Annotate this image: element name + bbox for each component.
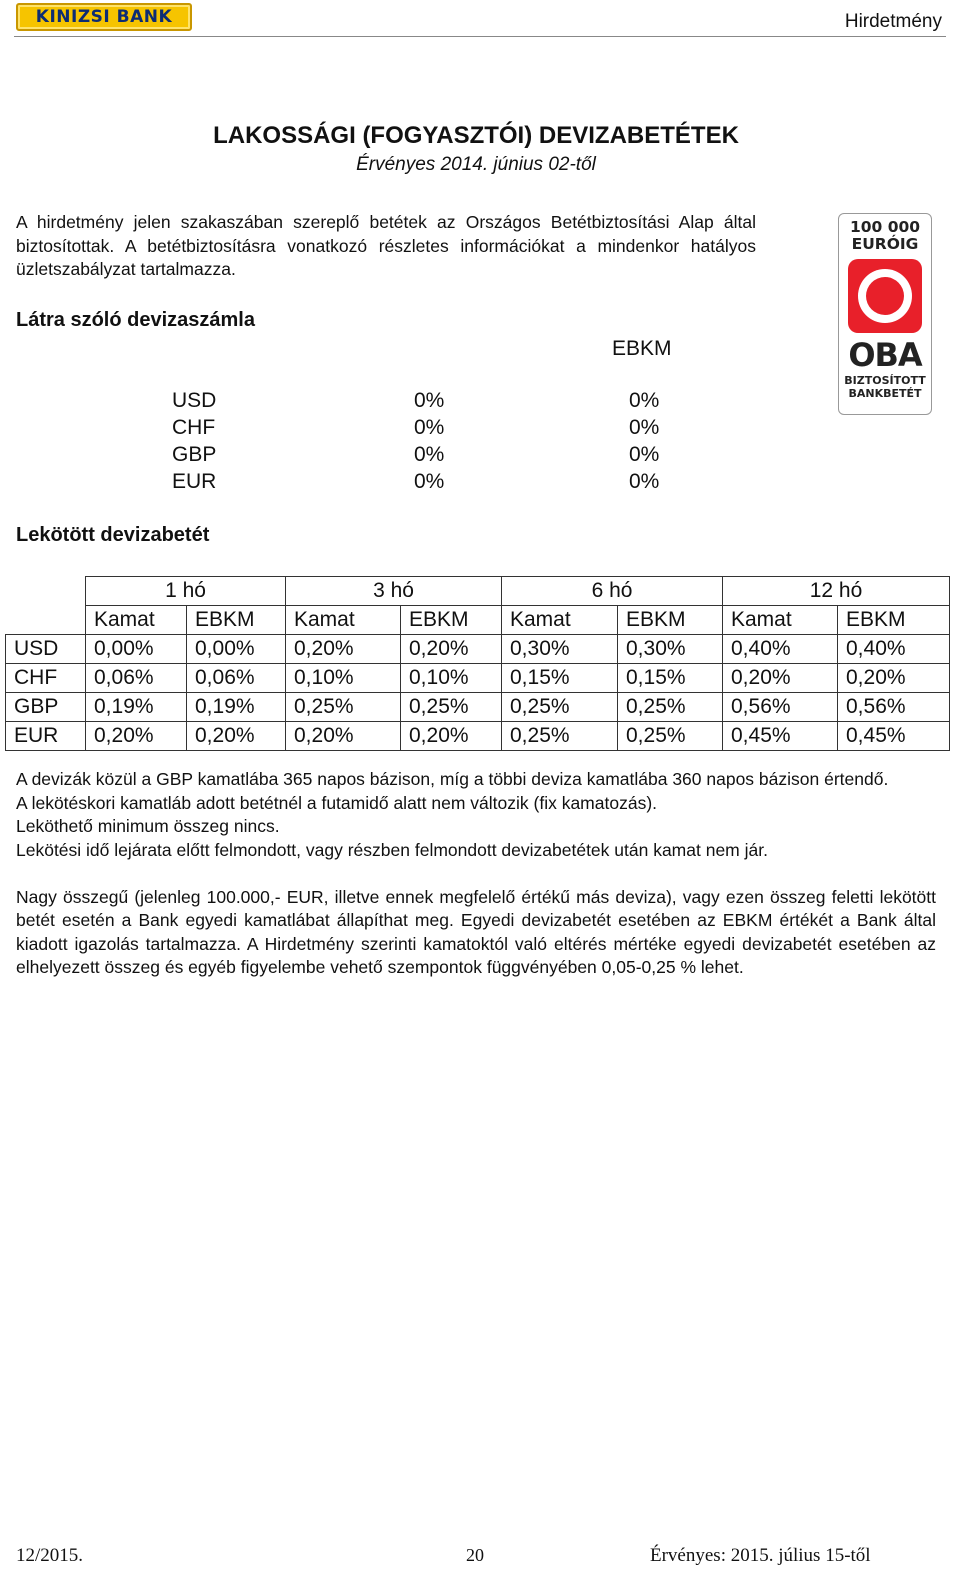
header-divider: [14, 36, 946, 37]
period-1-month: 1 hó: [86, 577, 286, 606]
badge-amount: [839, 219, 931, 253]
subheader-cell: Kamat: [502, 606, 618, 635]
subheader-cell: Kamat: [286, 606, 401, 635]
rate-cell: 0,45%: [838, 722, 950, 751]
sight-ebkm: 0%: [629, 416, 660, 439]
badge-small2: BANKBETÉT: [848, 387, 922, 400]
period-6-month: 6 hó: [502, 577, 723, 606]
rate-cell: 0,56%: [723, 693, 838, 722]
sight-rate: 0%: [414, 416, 445, 439]
note-fixed-rate: A lekötéskori kamatláb adott betétnél a futamidő alatt nem változik (fix kamatozás).: [16, 792, 658, 813]
sight-currency: CHF: [172, 416, 216, 439]
note-large-deposit: Nagy összegű (jelenleg 100.000,- EUR, illetve ennek megfelelő értékű más deviza), vagy ezen összeg feletti lekötött betét esetén a Bank egyedi kamatlábat állapíthat meg. Egyedi devizabetét esetében az EBKM értékét a Bank által kiadott igazolás tartalmazza. A Hirdetmény szerinti kamatoktól való eltérés mértéke egyedi devizabetét esetében az elhelyezett összeg és egyéb figyelembe vehető szempontok függvényében 0,05-0,25 % lehet.: [16, 886, 936, 977]
sight-ebkm-header: EBKM: [612, 337, 672, 360]
rate-cell: 0,06%: [187, 664, 286, 693]
currency-cell: EUR: [6, 722, 86, 751]
rate-cell: 0,30%: [618, 635, 723, 664]
footer-validity: Érvényes: 2015. július 15-től: [650, 1545, 871, 1566]
sight-ebkm: 0%: [629, 470, 660, 493]
logo-text: KINIZSI BANK: [35, 7, 173, 27]
rate-cell: 0,15%: [618, 664, 723, 693]
rate-cell: 0,20%: [286, 722, 401, 751]
rate-cell: 0,20%: [838, 664, 950, 693]
page-title: LAKOSSÁGI (FOGYASZTÓI) DEVIZABETÉTEK: [213, 122, 739, 149]
spacer: [16, 862, 936, 886]
rate-cell: 0,56%: [838, 693, 950, 722]
sight-currency: EUR: [172, 470, 217, 493]
subheader-cell: EBKM: [618, 606, 723, 635]
rate-cell: 0,20%: [723, 664, 838, 693]
rate-cell: 0,20%: [401, 722, 502, 751]
subheader-cell: Kamat: [86, 606, 187, 635]
period-12-month: 12 hó: [723, 577, 950, 606]
subheader-cell: EBKM: [838, 606, 950, 635]
badge-line2: EURÓIG: [851, 235, 919, 253]
rate-cell: 0,19%: [187, 693, 286, 722]
sight-rate: 0%: [414, 470, 445, 493]
subheader-cell: EBKM: [401, 606, 502, 635]
rate-cell: 0,20%: [286, 635, 401, 664]
note-early-termination: Lekötési idő lejárata előtt felmondott, vagy részben felmondott devizabetétek után kamat nem jár.: [16, 839, 768, 860]
rate-cell: 0,15%: [502, 664, 618, 693]
fixed-deposit-heading: Lekötött devizabetét: [16, 524, 210, 546]
badge-caption: [839, 374, 931, 400]
rate-cell: 0,40%: [723, 635, 838, 664]
badge-small1: BIZTOSÍTOTT: [844, 374, 926, 387]
badge-line1: 100 000: [849, 218, 921, 236]
table-row: [6, 693, 950, 722]
rate-cell: 0,10%: [286, 664, 401, 693]
oba-target-icon: [848, 259, 922, 333]
fixed-deposit-rate-table: [5, 576, 950, 751]
table-row: [6, 635, 950, 664]
page-number: 20: [466, 1545, 484, 1565]
rate-cell: 0,25%: [618, 722, 723, 751]
rate-cell: 0,19%: [86, 693, 187, 722]
rate-cell: 0,25%: [401, 693, 502, 722]
rate-cell: 0,25%: [502, 693, 618, 722]
rate-cell: 0,45%: [723, 722, 838, 751]
rate-cell: 0,00%: [86, 635, 187, 664]
rate-cell: 0,06%: [86, 664, 187, 693]
sight-rate: 0%: [414, 389, 445, 412]
subheader-cell: EBKM: [187, 606, 286, 635]
table-row: [6, 722, 950, 751]
footer-issue-number: 12/2015.: [16, 1545, 84, 1566]
rate-cell: 0,25%: [286, 693, 401, 722]
intro-paragraph: A hirdetmény jelen szakaszában szereplő betétek az Országos Betétbiztosítási Alap által biztosítottak. A betétbiztosításra vonatkozó részletes információkat a mindenkor hatályos üzletszabályzat tartalmazza.: [16, 212, 756, 279]
page-subtitle: Érvényes 2014. június 02-től: [356, 154, 596, 175]
sight-account-heading: Látra szóló devizaszámla: [16, 309, 255, 331]
currency-cell: USD: [6, 635, 86, 664]
rate-cell: 0,20%: [401, 635, 502, 664]
period-header-row: [6, 577, 950, 606]
note-minimum-amount: Leköthető minimum összeg nincs.: [16, 816, 280, 836]
currency-cell: GBP: [6, 693, 86, 722]
table-row: [6, 664, 950, 693]
badge-oba: OBA: [848, 336, 922, 374]
oba-deposit-insurance-badge: [838, 213, 932, 415]
rate-cell: 0,25%: [618, 693, 723, 722]
subheader-cell: Kamat: [723, 606, 838, 635]
rate-cell: 0,10%: [401, 664, 502, 693]
sight-ebkm: 0%: [629, 443, 660, 466]
rate-cell: 0,00%: [187, 635, 286, 664]
bank-logo: [16, 3, 192, 31]
sight-currency: USD: [172, 389, 217, 412]
rate-cell: 0,30%: [502, 635, 618, 664]
document-type: Hirdetmény: [844, 11, 942, 32]
sight-rate: 0%: [414, 443, 445, 466]
notes-section: [16, 768, 936, 980]
rate-cell: 0,40%: [838, 635, 950, 664]
rate-cell: 0,20%: [86, 722, 187, 751]
sight-ebkm: 0%: [629, 389, 660, 412]
rate-cell: 0,25%: [502, 722, 618, 751]
subheader-row: [6, 606, 950, 635]
currency-cell: CHF: [6, 664, 86, 693]
rate-cell: 0,20%: [187, 722, 286, 751]
table-corner: [6, 606, 86, 635]
table-corner: [6, 577, 86, 606]
note-interest-basis: A devizák közül a GBP kamatlába 365 napos bázison, míg a többi deviza kamatlába 360 napos bázison értendő.: [16, 769, 889, 789]
sight-currency: GBP: [172, 443, 217, 466]
period-3-month: 3 hó: [286, 577, 502, 606]
